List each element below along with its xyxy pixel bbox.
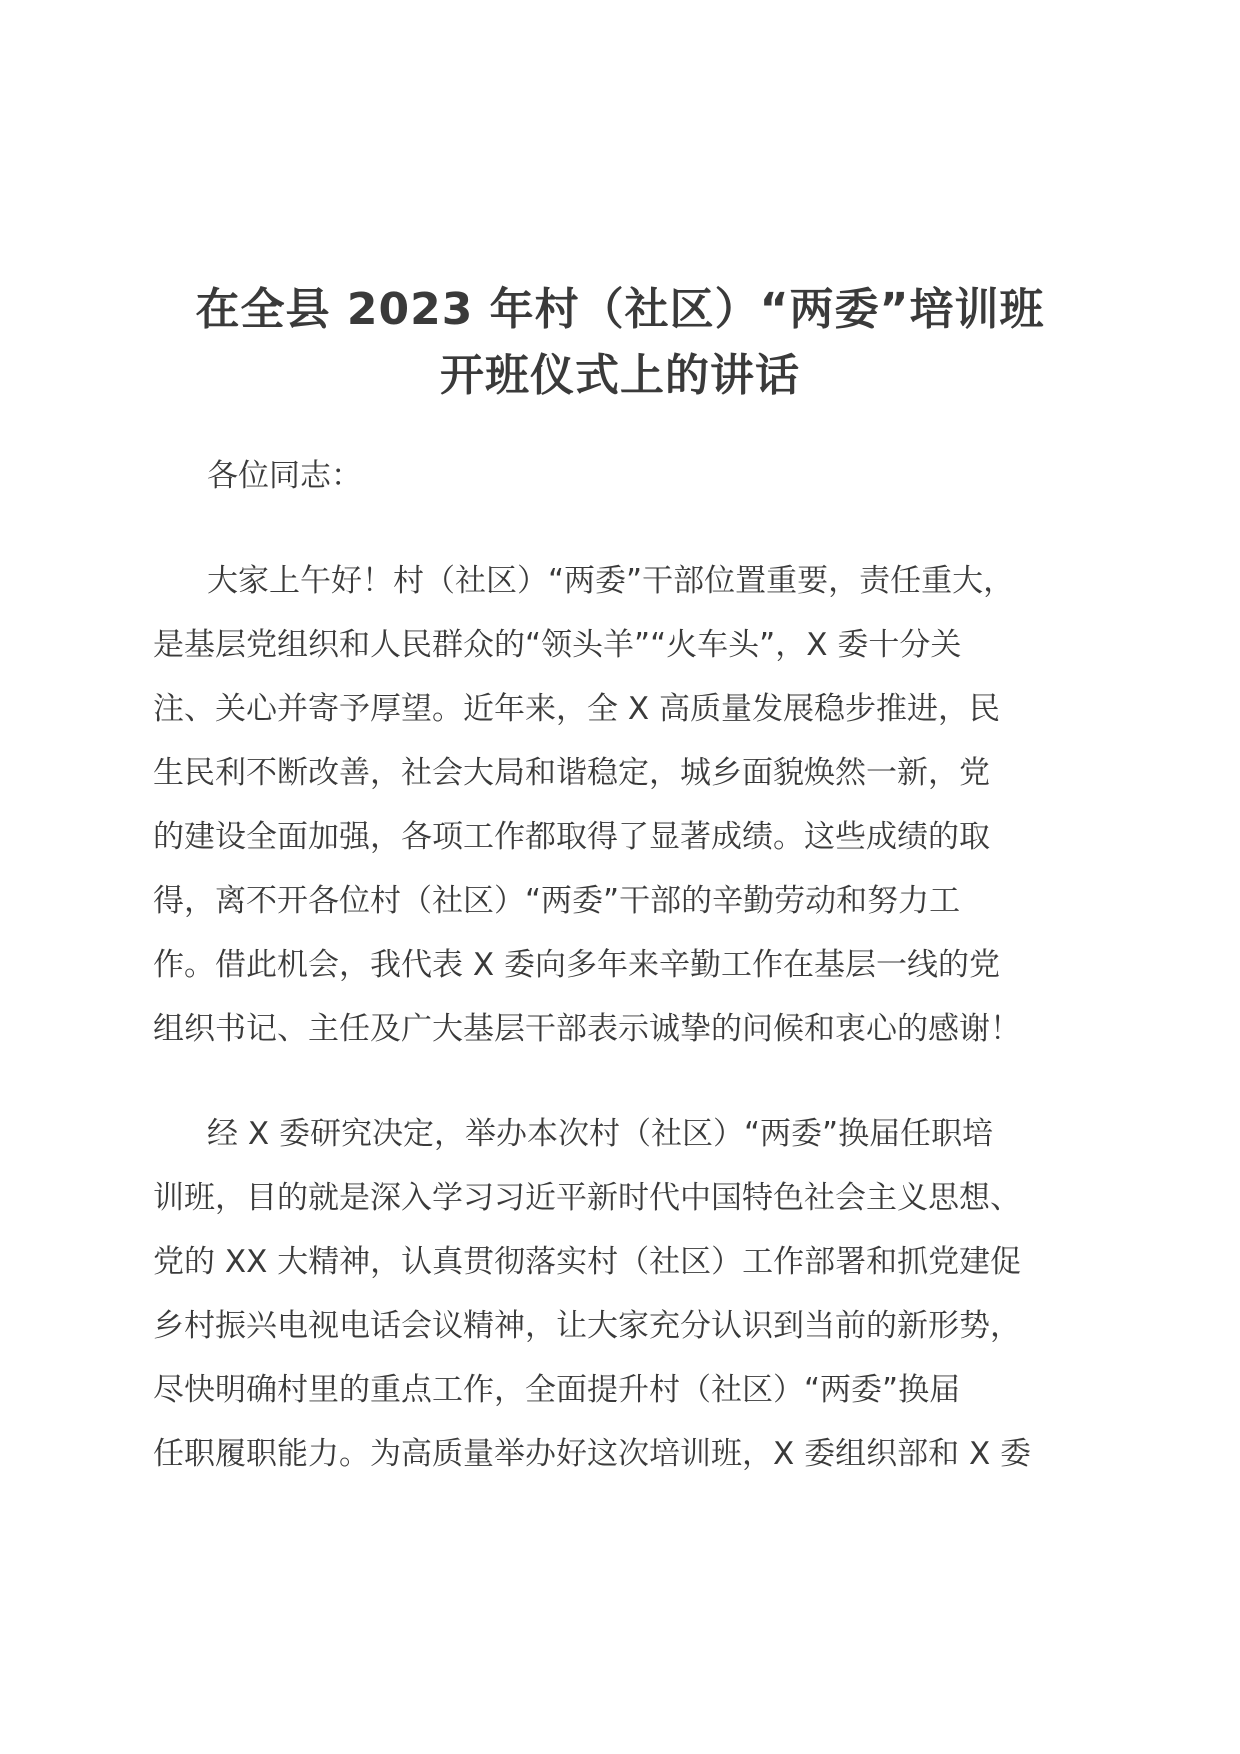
paragraph-1-line-5: 的建设全面加强，各项工作都取得了显著成绩。这些成绩的取 <box>153 819 990 855</box>
paragraph-1-line-4: 生民利不断改善，社会大局和谐稳定，城乡面貌焕然一新，党 <box>153 755 990 791</box>
paragraph-1-line-1: 大家上午好！村（社区）“两委”干部位置重要，责任重大， <box>207 563 1015 599</box>
paragraph-1-line-7: 作。借此机会，我代表 X 委向多年来辛勤工作在基层一线的党 <box>153 947 1000 983</box>
paragraph-2-line-6: 任职履职能力。为高质量举办好这次培训班，X 委组织部和 X 委 <box>153 1436 1032 1472</box>
greeting: 各位同志： <box>207 458 362 494</box>
paragraph-1-line-8: 组织书记、主任及广大基层干部表示诚挚的问候和衷心的感谢！ <box>153 1011 1021 1047</box>
paragraph-2-line-4: 乡村振兴电视电话会议精神，让大家充分认识到当前的新形势， <box>153 1308 1021 1344</box>
paragraph-2-line-5: 尽快明确村里的重点工作，全面提升村（社区）“两委”换届 <box>153 1372 961 1408</box>
paragraph-2-line-1: 经 X 委研究决定，举办本次村（社区）“两委”换届任职培 <box>207 1116 994 1152</box>
document-title-line-2: 开班仪式上的讲话 <box>440 350 800 401</box>
paragraph-2-line-2: 训班，目的就是深入学习习近平新时代中国特色社会主义思想、 <box>153 1180 1021 1216</box>
paragraph-1-line-2: 是基层党组织和人民群众的“领头羊”“火车头”，X 委十分关 <box>153 627 962 663</box>
document-title-line-1: 在全县 2023 年村（社区）“两委”培训班 <box>195 284 1045 335</box>
paragraph-1-line-6: 得，离不开各位村（社区）“两委”干部的辛勤劳动和努力工 <box>153 883 961 919</box>
paragraph-1-line-3: 注、关心并寄予厚望。近年来，全 X 高质量发展稳步推进，民 <box>153 691 1000 727</box>
paragraph-2-line-3: 党的 XX 大精神，认真贯彻落实村（社区）工作部署和抓党建促 <box>153 1244 1022 1280</box>
